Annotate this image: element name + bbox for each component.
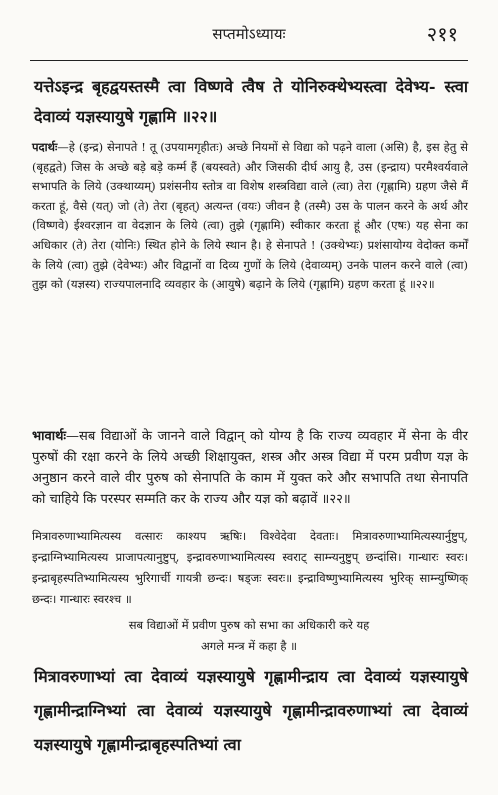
mantra-23: मित्रावरुणाभ्यां त्वा देवाव्यं यज्ञस्यायुषे गृह्णामीन्द्राय त्वा देवाव्यं यज्ञस्यायुषे गृह्णामीन्द्राग्निभ्यां त्वा देवाव्यं यज्ञस्यायुषे गृह्णामीन्द्रावरुणाभ्यां त्वा देवाव्यं यज्ञस्यायुषे गृह्णामीन्द्राबृहस्पतिभ्यां त्वा: [34, 667, 468, 754]
intro-line-2: अगले मन्त्र में कहा है ॥: [200, 639, 298, 653]
bhavartha-label: भावार्थः: [32, 429, 67, 444]
chapter-title: सप्तमोऽध्यायः: [212, 25, 286, 43]
bhavartha-text: —सब विद्याओं के जानने वाले विद्वान् को योग्य है कि राज्य व्यवहार में सेना के वीर पुरुषों की रक्षा करने के लिये अच्छी शिक्षायुक्त, शस्त्र और अस्त्र विद्या में परम प्रवीण यज्ञ के अनुष्ठान करने वाले वीर पुरुष को सेनापति के काम में युक्त करे और सभापति तथा सेनापति को चाहिये कि परस्पर सम्मति कर के राज्य और यज्ञ को बढ़ावें ॥२२॥: [32, 429, 468, 507]
page-header: [30, 18, 468, 58]
mantra-22: यत्तेऽइन्द्र बृहद्वयस्तस्मै त्वा विष्णवे त्वैष ते योनिरुक्थेभ्यस्त्वा देवेभ्य- स्त्वा देवाव्यं यज्ञस्यायुषे गृह्णामि ॥२२॥: [34, 77, 468, 126]
header-divider: [30, 60, 468, 61]
padartha-label: पदार्थः: [32, 140, 58, 154]
bhavartha-paragraph: [32, 426, 468, 510]
padartha-text: —हे (इन्द्र) सेनापते ! तू (उपयामगृहीतः) अच्छे नियमों से विद्या को पढ़ने वाला (असि) है, इस हेतु से (बृहद्वते) जिस के अच्छे बड़े बड़े कर्म्म हैं (बयस्वते) और जिसकी दीर्घ आयु है, उस (इन्द्राय) परमैश्वर्यवाले सभापति के लिये (उक्थाय्यम्) प्रशंसनीय स्तोत्र वा विशेष शस्त्रविद्या वाले (त्वा) तेरा (गृह्णामि) ग्रहण जैसे मैं करता हूं, वैसे (यत्) जो (ते) तेरा (बृहत्) अत्यन्त (वयः) जीवन है (तस्मै) उस के पालन करने के अर्थ और (विष्णवे) ईश्वरज्ञान वा वेदज्ञान के लिये (त्वा) तुझे (गृह्णामि) स्वीकार करता हूं और (एषः) यह सेना का अधिकार (ते) तेरा (योनिः) स्थित होने के लिये स्थान है। हे सेनापते ! (उक्थेभ्यः) प्रशंसायोग्य वेदोक्त कर्मों के लिये (त्वा) तुझे (देवेभ्यः) और विद्वानों वा दिव्य गुणों के लिये (देवाव्यम्) उनके पालन करने वाले (त्वा) तुझ को (यज्ञस्य) राज्यपालनादि व्यवहार के (आयुषे) बढ़ाने के लिये (गृह्णामि) ग्रहण करता हूं ॥२२॥: [32, 140, 468, 292]
intro-line-1: सब विद्याओं में प्रवीण पुरुष को सभा का अधिकारी करे यह: [128, 618, 370, 632]
mantra-intro: [50, 615, 448, 657]
rishi-devata-notes: मित्रावरुणाभ्यामित्यस्य वत्सारः काश्यप ऋषिः। विश्वेदेवा देवताः। मित्रावरुणाभ्यामित्यस्यार्नुष्टुप्, इन्द्राग्निभ्यामित्यस्य प्राजापत्यानुष्टुप्, इन्द्रावरुणाभ्यामित्यस्य स्वराट् साम्न्यनुष्टुप् छन्दांसि। गान्धारः स्वरः। इन्द्राबृहस्पतिभ्यामित्यस्य भुरिगार्ची गायत्री छन्दः। षड्जः स्वरः॥ इन्द्राविष्णुभ्यामित्यस्य भुरिक् साम्न्युष्णिक् छन्दः। गान्धारः स्वरश्च ॥: [32, 529, 468, 606]
padartha-paragraph: [32, 138, 468, 295]
page-number: २११: [426, 22, 458, 46]
